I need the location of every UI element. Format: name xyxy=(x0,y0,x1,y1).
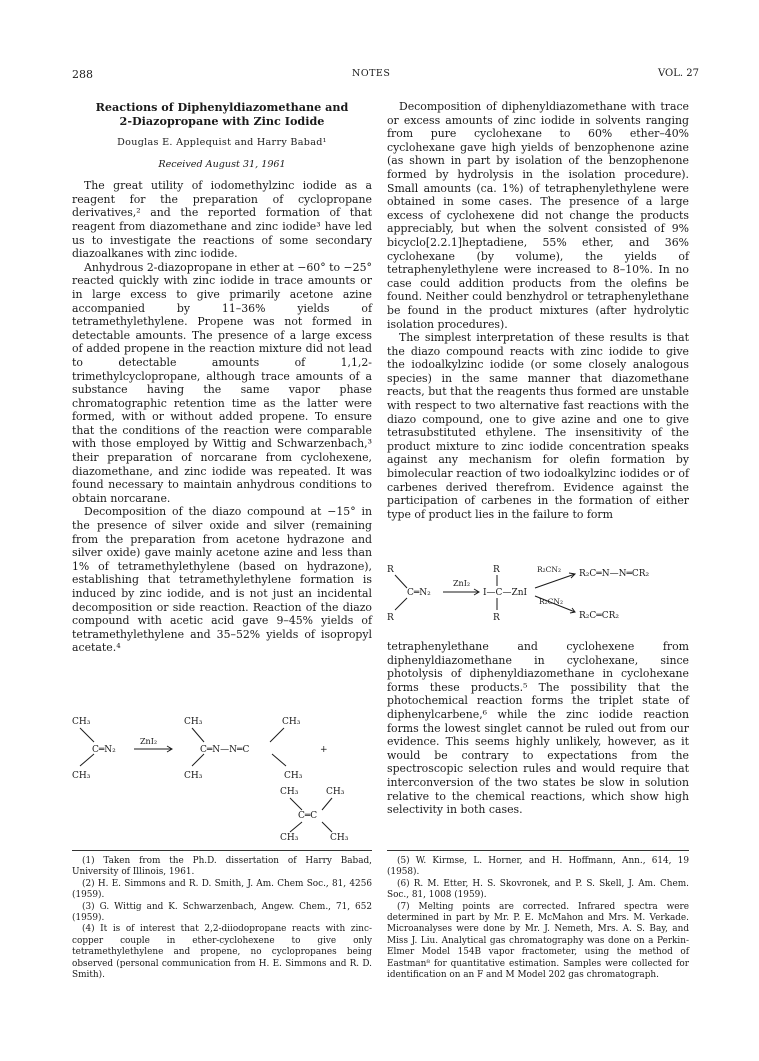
page-number: 288 xyxy=(72,68,93,81)
footnote: (4) It is of interest that 2,2-diiodopropane reacts with zinc-copper couple in ether-cyclohexene to give only tetramethylethylene and propene, no cyclopropanes being observed (personal communication from H. E. Simmons and R. D. Smith). xyxy=(72,924,372,981)
footnotes-left xyxy=(72,856,372,981)
paragraph: tetraphenylethane and cyclohexene from diphenyldiazomethane in cyclohexane, since photolysis of diphenyldiazomethane in cyclohexane forms these products.⁵ The possibility that the photochemical reaction forms the triplet state of diphenylcarbene,⁶ while the zinc iodide reaction forms the lowest singlet cannot be ruled out from our evidence. This seems highly unlikely, however, as it would be contrary to expectations from the spectroscopic selection rules and would require that interconversion of the two states be slow in solution relative to the chemical reactions, which show high selectivity in both cases. xyxy=(387,640,689,817)
received-date: Received August 31, 1961 xyxy=(158,158,286,170)
r-group: R xyxy=(387,565,394,575)
methyl-label: CH₃ xyxy=(280,833,299,840)
footnotes-right xyxy=(387,856,689,981)
r-group: R xyxy=(493,613,500,623)
reagent-label: R₂CN₂ xyxy=(537,565,561,574)
methyl-label: CH₃ xyxy=(284,771,303,781)
reagent-label: ZnI₂ xyxy=(140,737,158,746)
paragraph: The simplest interpretation of these results is that the diazo compound reacts with zinc iodide to give the iodoalkylzinc iodide (or some closely analogous species) in the same manner that diazomethane reacts, but that the reagents thus formed are unstable with respect to two alternative fast reactions with the diazo compound, one to give azine and one to give tetrasubstituted ethylene. The insensitivity of the product mixture to zinc iodide concentration speaks against any mechanism for olefin formation by bimolecular reaction of two iodoalkylzinc iodides or of carbenes derived therefrom. Evidence against the participation of carbenes in the formation of either type of product lies in the failure to form xyxy=(387,331,689,521)
paragraph: Decomposition of the diazo compound at −15° in the presence of silver oxide and silver (remaining from the preparation from acetone hydrazone and silver oxide) gave mainly acetone azine and less than 1% of tetramethylethylene (based on hydrazone), establishing that tetramethylethylene formation is induced by zinc iodide, and is not just an incidental decomposition or side reaction. Reaction of the diazo compound with acetic acid gave 9–45% yields of tetramethylethylene and 35–52% yields of isopropyl acetate.⁴ xyxy=(72,505,372,655)
r-group: R xyxy=(493,565,500,575)
footnote-rule xyxy=(72,850,372,851)
article-title xyxy=(72,100,372,128)
right-column xyxy=(387,100,689,521)
azine-product: C═N—N═C xyxy=(200,745,250,755)
azine-product: R₂C═N—N═CR₂ xyxy=(579,569,650,579)
diazo-group: C═N₂ xyxy=(407,588,431,598)
r-group: R xyxy=(387,613,394,623)
right-column-continued xyxy=(387,640,689,817)
methyl-label: CH₃ xyxy=(72,771,91,781)
title-line-1: Reactions of Diphenyldiazomethane and xyxy=(95,100,349,114)
olefin-product: C═C xyxy=(298,811,318,821)
footnote: (3) G. Wittig and K. Schwarzenbach, Angew. Chem., 71, 652 (1959). xyxy=(72,901,372,924)
methyl-label: CH₃ xyxy=(326,787,345,797)
plus-sign: + xyxy=(320,745,328,755)
volume-label: VOL. 27 xyxy=(658,68,699,79)
methyl-label: CH₃ xyxy=(330,833,349,840)
reagent-label: R₂CN₂ xyxy=(539,597,563,606)
diazo-group: C═N₂ xyxy=(92,745,116,755)
methyl-label: CH₃ xyxy=(282,717,301,727)
title-line-2: 2-Diazopropane with Zinc Iodide xyxy=(119,114,325,128)
methyl-label: CH₃ xyxy=(72,717,91,727)
authors: Douglas E. Applequist and Harry Babad¹ xyxy=(117,137,327,148)
paragraph: Decomposition of diphenyldiazomethane with trace or excess amounts of zinc iodide in solvents ranging from pure cyclohexane to 60% ether–40% cyclohexane gave high yields of benzophenone azine (as shown in part by isolation of the benzophenone formed by hydrolysis in the isolation procedure). Small amounts (ca. 1%) of tetraphenylethylene were obtained in some cases. The presence of a large excess of cyclohexene did not change the products appreciably, but when the solvent consisted of 9% bicyclo[2.2.1]heptadiene, 55% ether, and 36% cyclohexane (by volume), the yields of tetraphenylethylene were increased to 8–10%. In no case could addition products from the olefins be found. Neither could benzhydrol or tetraphenylethane be found in the product mixtures (after hydrolytic isolation procedures). xyxy=(387,100,689,331)
methyl-label: CH₃ xyxy=(280,787,299,797)
reagent-label: ZnI₂ xyxy=(453,579,471,588)
reaction-scheme-diazoalkane xyxy=(387,562,689,624)
methyl-label: CH₃ xyxy=(184,717,203,727)
footnote: (5) W. Kirmse, L. Horner, and H. Hoffmann, Ann., 614, 19 (1958). xyxy=(387,856,689,878)
footnote: (2) H. E. Simmons and R. D. Smith, J. Am. Chem Soc., 81, 4256 (1959). xyxy=(72,878,372,901)
olefin-product: R₂C═CR₂ xyxy=(579,611,619,621)
reaction-scheme-diazopropane xyxy=(72,712,372,840)
running-head: NOTES xyxy=(352,68,391,79)
footnote: (1) Taken from the Ph.D. dissertation of Harry Babad, University of Illinois, 1961. xyxy=(72,856,372,878)
paragraph: The great utility of iodomethylzinc iodide as a reagent for the preparation of cyclopropane derivatives,² and the reported formation of that reagent from diazomethane and zinc iodide³ have led us to investigate the reactions of some secondary diazoalkanes with zinc iodide. xyxy=(72,179,372,261)
methyl-label: CH₃ xyxy=(184,771,203,781)
intermediate: I—C—ZnI xyxy=(483,588,528,598)
footnote-rule xyxy=(387,850,689,851)
paragraph: Anhydrous 2-diazopropane in ether at −60° to −25° reacted quickly with zinc iodide in trace amounts or in large excess to give primarily acetone azine accompanied by 11–36% yields of tetramethylethylene. Propene was not formed in detectable amounts. The presence of a large excess of added propene in the reaction mixture did not lead to detectable amounts of 1,1,2-trimethylcyclopropane, although trace amounts of a substance having the same vapor phase chromatographic retention time as the latter were formed, with or without added propene. To ensure that the conditions of the reaction were comparable with those employed by Wittig and Schwarzenbach,³ their preparation of norcarane from cyclohexene, diazomethane, and zinc iodide was repeated. It was found necessary to maintain anhydrous conditions to obtain norcarane. xyxy=(72,260,372,505)
footnote: (7) Melting points are corrected. Infrared spectra were determined in part by Mr. P. E. McMahon and Mrs. M. Verkade. Microanalyses were done by Mr. J. Nemeth, Mrs. A. S. Bay, and Miss J. Liu. Analytical gas chromatography was done on a Perkin-Elmer Model 154B vapor fractometer, using the method of Eastman⁸ for quantitative estimation. Samples were collected for identification on an F and M Model 202 gas chromatograph. xyxy=(387,901,689,981)
footnote: (6) R. M. Etter, H. S. Skovronek, and P. S. Skell, J. Am. Chem. Soc., 81, 1008 (1959). xyxy=(387,878,689,901)
left-column xyxy=(72,100,372,655)
